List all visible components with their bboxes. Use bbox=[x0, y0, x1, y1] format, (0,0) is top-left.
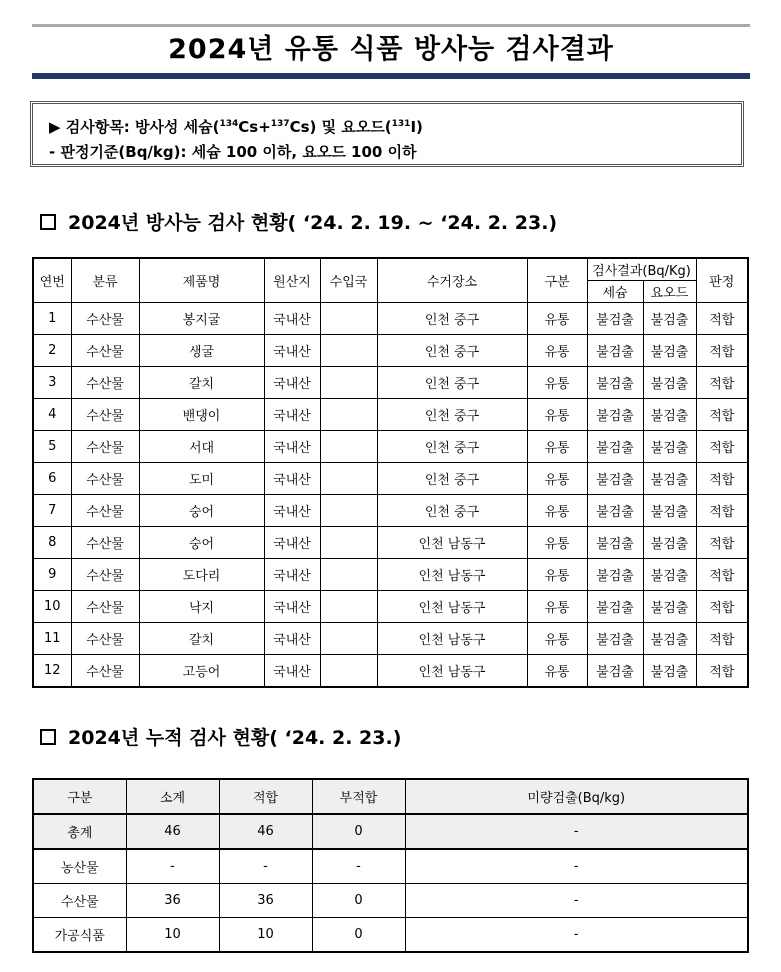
section-weekly-title: 2024년 방사능 검사 현황( ‘24. 2. 19. ~ ‘24. 2. 23.) bbox=[68, 212, 558, 234]
cell-category: 수산물 bbox=[71, 367, 139, 399]
cell-import-country bbox=[320, 335, 377, 367]
cell-origin: 국내산 bbox=[264, 367, 320, 399]
cell-import-country bbox=[320, 303, 377, 335]
cs-suffix-text: Cs) 및 요오드( bbox=[289, 118, 392, 136]
cell-type: 유통 bbox=[527, 399, 587, 431]
header-judgment: 판정 bbox=[696, 258, 748, 303]
cell-pass: 46 bbox=[219, 814, 312, 849]
cell-cesium: 불검출 bbox=[587, 367, 643, 399]
cell-type: 유통 bbox=[527, 303, 587, 335]
table-row bbox=[33, 527, 748, 559]
cell-trace: - bbox=[405, 849, 748, 884]
title-bottom-rule bbox=[32, 73, 750, 79]
cell-trace: - bbox=[405, 814, 748, 849]
cell-subtotal: 10 bbox=[126, 918, 219, 953]
header-pass: 적합 bbox=[219, 779, 312, 814]
cell-product: 봉지굴 bbox=[139, 303, 264, 335]
cell-judgment: 적합 bbox=[696, 367, 748, 399]
page-title: 2024년 유통 식품 방사능 검사결과 bbox=[168, 34, 614, 65]
cell-type: 수산물 bbox=[33, 884, 126, 918]
cell-cesium: 불검출 bbox=[587, 303, 643, 335]
cell-import-country bbox=[320, 367, 377, 399]
table-row bbox=[33, 367, 748, 399]
cell-cesium: 불검출 bbox=[587, 463, 643, 495]
cell-iodine: 불검출 bbox=[643, 559, 696, 591]
cell-import-country bbox=[320, 559, 377, 591]
table-row bbox=[33, 495, 748, 527]
section-weekly-heading bbox=[40, 208, 557, 235]
header-import-country: 수입국 bbox=[320, 258, 377, 303]
header-product: 제품명 bbox=[139, 258, 264, 303]
cell-type: 총계 bbox=[33, 814, 126, 849]
cell-product: 숭어 bbox=[139, 495, 264, 527]
cell-iodine: 불검출 bbox=[643, 527, 696, 559]
table-row bbox=[33, 399, 748, 431]
cell-cesium: 불검출 bbox=[587, 399, 643, 431]
cell-no: 5 bbox=[33, 431, 71, 463]
judgment-criteria-line: - 판정기준(Bq/kg): 세슘 100 이하, 요오드 100 이하 bbox=[49, 143, 417, 161]
cell-no: 10 bbox=[33, 591, 71, 623]
cell-pass: - bbox=[219, 849, 312, 884]
cell-judgment: 적합 bbox=[696, 335, 748, 367]
cell-category: 수산물 bbox=[71, 399, 139, 431]
section-cumulative-heading bbox=[40, 723, 401, 750]
cell-product: 낙지 bbox=[139, 591, 264, 623]
cell-origin: 국내산 bbox=[264, 495, 320, 527]
cell-judgment: 적합 bbox=[696, 527, 748, 559]
header-result: 검사결과(Bq/Kg) bbox=[587, 258, 696, 281]
cell-origin: 국내산 bbox=[264, 463, 320, 495]
i131-superscript: 131 bbox=[391, 119, 411, 129]
cell-location: 인천 남동구 bbox=[377, 559, 527, 591]
cell-import-country bbox=[320, 495, 377, 527]
cell-import-country bbox=[320, 623, 377, 655]
cell-type: 가공식품 bbox=[33, 918, 126, 953]
header-fail: 부적합 bbox=[312, 779, 405, 814]
cell-import-country bbox=[320, 655, 377, 688]
cell-no: 4 bbox=[33, 399, 71, 431]
cell-type: 유통 bbox=[527, 655, 587, 688]
table-row bbox=[33, 303, 748, 335]
cell-category: 수산물 bbox=[71, 591, 139, 623]
checkbox-square-icon bbox=[40, 729, 56, 745]
cell-cesium: 불검출 bbox=[587, 495, 643, 527]
cell-judgment: 적합 bbox=[696, 559, 748, 591]
cell-type: 유통 bbox=[527, 559, 587, 591]
title-block bbox=[32, 24, 750, 79]
header-category: 분류 bbox=[71, 258, 139, 303]
cell-location: 인천 중구 bbox=[377, 367, 527, 399]
cell-cesium: 불검출 bbox=[587, 527, 643, 559]
cell-product: 갈치 bbox=[139, 367, 264, 399]
cell-origin: 국내산 bbox=[264, 591, 320, 623]
cell-cesium: 불검출 bbox=[587, 335, 643, 367]
cell-category: 수산물 bbox=[71, 655, 139, 688]
cs-plus-text: Cs+ bbox=[238, 118, 271, 136]
header-cesium: 세슘 bbox=[587, 281, 643, 303]
cell-origin: 국내산 bbox=[264, 431, 320, 463]
cell-subtotal: 36 bbox=[126, 884, 219, 918]
cell-iodine: 불검출 bbox=[643, 399, 696, 431]
table-row bbox=[33, 623, 748, 655]
cell-iodine: 불검출 bbox=[643, 623, 696, 655]
i-suffix-text: I) bbox=[410, 118, 423, 136]
cell-judgment: 적합 bbox=[696, 591, 748, 623]
cell-location: 인천 중구 bbox=[377, 335, 527, 367]
cell-product: 도미 bbox=[139, 463, 264, 495]
cell-product: 서대 bbox=[139, 431, 264, 463]
cell-judgment: 적합 bbox=[696, 399, 748, 431]
cell-type: 유통 bbox=[527, 335, 587, 367]
cell-origin: 국내산 bbox=[264, 559, 320, 591]
table-row bbox=[33, 559, 748, 591]
total-row bbox=[33, 814, 748, 849]
cell-location: 인천 중구 bbox=[377, 463, 527, 495]
cell-location: 인천 중구 bbox=[377, 303, 527, 335]
header-iodine: 요오드 bbox=[643, 281, 696, 303]
cell-subtotal: - bbox=[126, 849, 219, 884]
cell-iodine: 불검출 bbox=[643, 335, 696, 367]
cell-fail: - bbox=[312, 849, 405, 884]
cumulative-results-table bbox=[32, 778, 749, 953]
cell-no: 11 bbox=[33, 623, 71, 655]
cell-judgment: 적합 bbox=[696, 303, 748, 335]
cell-iodine: 불검출 bbox=[643, 655, 696, 688]
cell-category: 수산물 bbox=[71, 559, 139, 591]
cell-judgment: 적합 bbox=[696, 463, 748, 495]
cell-fail: 0 bbox=[312, 884, 405, 918]
cell-no: 3 bbox=[33, 367, 71, 399]
cell-trace: - bbox=[405, 884, 748, 918]
cell-type: 유통 bbox=[527, 591, 587, 623]
cell-subtotal: 46 bbox=[126, 814, 219, 849]
cell-pass: 10 bbox=[219, 918, 312, 953]
cell-judgment: 적합 bbox=[696, 655, 748, 688]
cell-import-country bbox=[320, 527, 377, 559]
table-row bbox=[33, 655, 748, 688]
cell-import-country bbox=[320, 591, 377, 623]
table-row bbox=[33, 431, 748, 463]
table-row bbox=[33, 849, 748, 884]
header-origin: 원산지 bbox=[264, 258, 320, 303]
inspection-items-line bbox=[49, 112, 725, 140]
cell-import-country bbox=[320, 399, 377, 431]
cell-type: 유통 bbox=[527, 623, 587, 655]
cell-type: 유통 bbox=[527, 367, 587, 399]
cell-product: 숭어 bbox=[139, 527, 264, 559]
cell-judgment: 적합 bbox=[696, 623, 748, 655]
cell-no: 2 bbox=[33, 335, 71, 367]
cell-no: 6 bbox=[33, 463, 71, 495]
weekly-results-table bbox=[32, 257, 749, 688]
cell-origin: 국내산 bbox=[264, 623, 320, 655]
cell-cesium: 불검출 bbox=[587, 655, 643, 688]
cell-import-country bbox=[320, 431, 377, 463]
cell-category: 수산물 bbox=[71, 623, 139, 655]
cell-location: 인천 남동구 bbox=[377, 655, 527, 688]
cell-category: 수산물 bbox=[71, 335, 139, 367]
cell-no: 7 bbox=[33, 495, 71, 527]
section-cumulative-title: 2024년 누적 검사 현황( ‘24. 2. 23.) bbox=[68, 727, 402, 749]
cell-type: 유통 bbox=[527, 431, 587, 463]
cell-category: 수산물 bbox=[71, 431, 139, 463]
inspection-items-prefix: ▶ 검사항목: 방사성 세슘( bbox=[49, 118, 220, 136]
cell-location: 인천 남동구 bbox=[377, 623, 527, 655]
cell-location: 인천 중구 bbox=[377, 399, 527, 431]
cell-product: 도다리 bbox=[139, 559, 264, 591]
cell-product: 밴댕이 bbox=[139, 399, 264, 431]
header-type: 구분 bbox=[527, 258, 587, 303]
cell-judgment: 적합 bbox=[696, 431, 748, 463]
cell-iodine: 불검출 bbox=[643, 431, 696, 463]
cell-iodine: 불검출 bbox=[643, 367, 696, 399]
cell-type: 유통 bbox=[527, 463, 587, 495]
cell-origin: 국내산 bbox=[264, 655, 320, 688]
cell-cesium: 불검출 bbox=[587, 623, 643, 655]
table-row bbox=[33, 918, 748, 953]
table-row bbox=[33, 335, 748, 367]
cell-iodine: 불검출 bbox=[643, 463, 696, 495]
cell-iodine: 불검출 bbox=[643, 303, 696, 335]
cell-type: 유통 bbox=[527, 495, 587, 527]
cell-product: 갈치 bbox=[139, 623, 264, 655]
cell-type: 농산물 bbox=[33, 849, 126, 884]
header-trace: 미량검출(Bq/kg) bbox=[405, 779, 748, 814]
cell-no: 9 bbox=[33, 559, 71, 591]
table-row bbox=[33, 591, 748, 623]
cell-cesium: 불검출 bbox=[587, 431, 643, 463]
cell-no: 1 bbox=[33, 303, 71, 335]
cell-judgment: 적합 bbox=[696, 495, 748, 527]
cell-trace: - bbox=[405, 918, 748, 953]
cell-category: 수산물 bbox=[71, 463, 139, 495]
cell-category: 수산물 bbox=[71, 495, 139, 527]
cell-product: 생굴 bbox=[139, 335, 264, 367]
cs134-superscript: 134 bbox=[219, 119, 239, 129]
table-row bbox=[33, 463, 748, 495]
cell-origin: 국내산 bbox=[264, 399, 320, 431]
cell-product: 고등어 bbox=[139, 655, 264, 688]
cell-category: 수산물 bbox=[71, 303, 139, 335]
cell-origin: 국내산 bbox=[264, 303, 320, 335]
cell-location: 인천 남동구 bbox=[377, 527, 527, 559]
cell-type: 유통 bbox=[527, 527, 587, 559]
cell-location: 인천 남동구 bbox=[377, 591, 527, 623]
checkbox-square-icon bbox=[40, 214, 56, 230]
cell-cesium: 불검출 bbox=[587, 559, 643, 591]
cell-iodine: 불검출 bbox=[643, 495, 696, 527]
cell-location: 인천 중구 bbox=[377, 431, 527, 463]
cs137-superscript: 137 bbox=[270, 119, 290, 129]
cell-pass: 36 bbox=[219, 884, 312, 918]
inspection-info-box bbox=[30, 101, 744, 167]
cell-origin: 국내산 bbox=[264, 527, 320, 559]
cell-fail: 0 bbox=[312, 814, 405, 849]
cell-import-country bbox=[320, 463, 377, 495]
cell-cesium: 불검출 bbox=[587, 591, 643, 623]
cell-no: 8 bbox=[33, 527, 71, 559]
header-subtotal: 소계 bbox=[126, 779, 219, 814]
cell-category: 수산물 bbox=[71, 527, 139, 559]
cell-no: 12 bbox=[33, 655, 71, 688]
table-row bbox=[33, 884, 748, 918]
header-no: 연번 bbox=[33, 258, 71, 303]
cell-origin: 국내산 bbox=[264, 335, 320, 367]
cell-location: 인천 중구 bbox=[377, 495, 527, 527]
cell-iodine: 불검출 bbox=[643, 591, 696, 623]
header-type: 구분 bbox=[33, 779, 126, 814]
cell-fail: 0 bbox=[312, 918, 405, 953]
header-location: 수거장소 bbox=[377, 258, 527, 303]
